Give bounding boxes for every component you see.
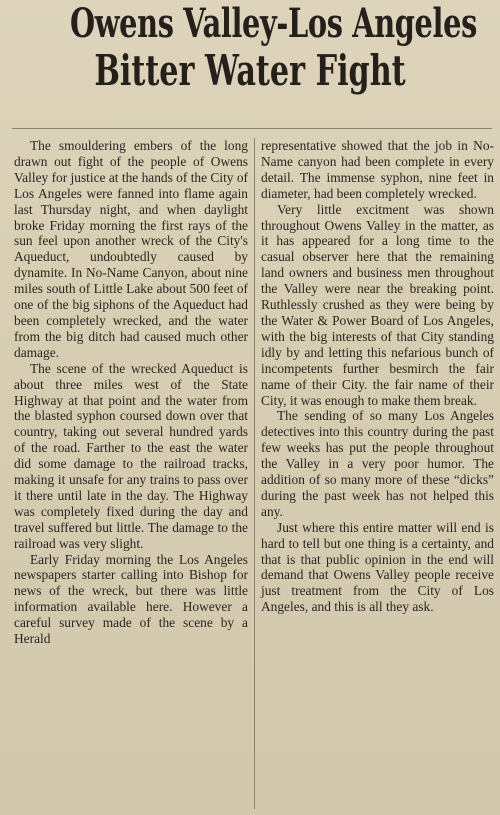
paragraph: representative showed that the job in No-Name canyon had been complete in every detail. The immense syphon, nine feet in diameter, had been completely wrecked. (261, 138, 494, 201)
headline-rule (12, 128, 492, 129)
paragraph: The smouldering embers of the long drawn out fight of the people of Owens Valley for justice at the hands of the City of Los Angeles were fanned into flame again last Thursday night, and when daylight broke Friday morning the first rays of the sun feel upon another wreck of the City's Aqueduct, undoubtedly caused by dynamite. In No-Name Canyon, about nine miles south of Little Lake about 500 feet of one of the big siphons of the Aqueduct had been completely wrecked, and the water from the big ditch had caused much other damage. (14, 138, 248, 360)
headline-line-1: Owens Valley-Los Angeles (70, 0, 477, 47)
article-body (14, 138, 494, 809)
article-column-2 (254, 138, 494, 809)
headline (0, 0, 500, 95)
paragraph: Just where this entire matter will end is hard to tell but one thing is a certainty, and that is that public opinion in the end will demand that Owens Valley people receive just treatment from the City of Los Angeles, and this is all they ask. (261, 519, 494, 615)
paragraph: Early Friday morning the Los Angeles newspapers starter calling into Bishop for news of the wreck, but there was little information available here. However a careful survey made of the scene by a Herald (14, 551, 248, 647)
paragraph: The sending of so many Los Angeles detectives into this country during the past few weeks has put the people throughout the Valley in a very poor humor. The addition of so many more of these “dicks” during the past week has not helped this any. (261, 408, 494, 519)
paragraph: The scene of the wrecked Aqueduct is about three miles west of the State Highway at that point and the water from the blasted syphon coursed down over that country, taking out several hundred yards of the road. Farther to the east the water did some damage to the railroad tracks, making it unsafe for any trains to pass over it there until late in the day. The Highway was completely fixed during the day and travel suffered but little. The damage to the railroad was very slight. (14, 360, 248, 551)
paragraph: Very little excitment was shown throughout Owens Valley in the matter, as it has appeared for a long time to the casual observer here that the remaining land owners and business men throughout the Valley were near the breaking point. Ruthlessly crushed as they were being by the Water & Power Board of Los Angeles, with the big interests of that City standing idly by and letting this nefarious bunch of incompetents further besmirch the fair name of their City. the fair name of their City, it was enough to make them break. (261, 201, 494, 408)
headline-line-2: Bitter Water Fight (94, 46, 406, 95)
article-column-1 (14, 138, 254, 809)
